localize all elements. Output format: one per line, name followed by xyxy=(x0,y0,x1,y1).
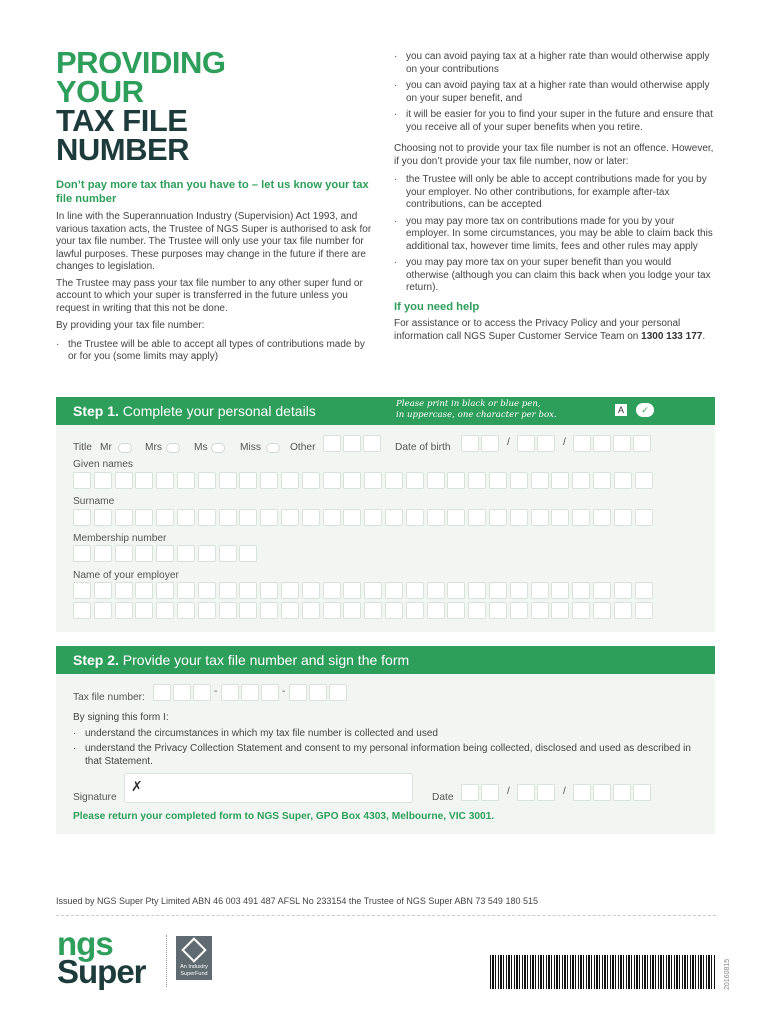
employer-char-box[interactable] xyxy=(156,582,174,599)
surname-char-box[interactable] xyxy=(489,509,507,526)
surname-char-box[interactable] xyxy=(447,509,465,526)
employer-char-box[interactable] xyxy=(364,582,382,599)
surname-char-box[interactable] xyxy=(198,509,216,526)
help-heading: If you need help xyxy=(394,300,480,313)
surname-char-box[interactable] xyxy=(115,509,133,526)
given-name-char-box[interactable] xyxy=(406,472,424,489)
dob-day-box[interactable] xyxy=(461,435,479,452)
ngs-logo xyxy=(57,925,146,990)
employer-char-box[interactable] xyxy=(281,602,299,619)
tfn-box[interactable] xyxy=(261,684,279,701)
logo-bottom: Super xyxy=(57,953,146,990)
given-name-char-box[interactable] xyxy=(531,472,549,489)
intro-para-1: In line with the Superannuation Industry (Supervision) Act 1993, and various taxation acts, the Trustee of NGS Super is authorised to ask for your tax file number. The Trustee will only use your tax file number for lawful purposes. These purposes may change in the future if there are changes to legislation. xyxy=(56,211,372,272)
surname-char-box[interactable] xyxy=(572,509,590,526)
tfn-label: Tax file number: xyxy=(73,692,145,703)
surname-char-box[interactable] xyxy=(323,509,341,526)
employer-char-box[interactable] xyxy=(177,582,195,599)
surname-char-box[interactable] xyxy=(94,509,112,526)
print-instructions xyxy=(396,399,557,421)
signing-declaration xyxy=(73,712,693,772)
tfn-box[interactable] xyxy=(173,684,191,701)
other-title-box[interactable] xyxy=(363,435,381,452)
given-name-char-box[interactable] xyxy=(510,472,528,489)
other-title-box[interactable] xyxy=(343,435,361,452)
employer-char-box[interactable] xyxy=(385,602,403,619)
employer-char-box[interactable] xyxy=(73,602,91,619)
intro-bullet: · the Trustee will be able to accept all types of contributions made by or for you (some limits may apply) xyxy=(56,339,376,364)
employer-char-box[interactable] xyxy=(302,602,320,619)
help-text xyxy=(394,318,716,343)
tfn-dash: - xyxy=(282,686,286,697)
industry-fund-badge xyxy=(176,936,212,980)
given-name-char-box[interactable] xyxy=(302,472,320,489)
given-name-char-box[interactable] xyxy=(364,472,382,489)
membership-char-box[interactable] xyxy=(135,545,153,562)
dob-slash: / xyxy=(507,437,510,448)
employer-char-box[interactable] xyxy=(73,582,91,599)
tfn-box[interactable] xyxy=(193,684,211,701)
employer-char-box[interactable] xyxy=(572,582,590,599)
intro-text xyxy=(56,211,376,368)
print-note-2: in uppercase, one character per box. xyxy=(396,410,557,420)
step-1-header xyxy=(56,397,715,425)
employer-char-box[interactable] xyxy=(239,602,257,619)
employer-char-box[interactable] xyxy=(239,582,257,599)
dob-month-box[interactable] xyxy=(537,435,555,452)
signing-intro: By signing this form I: xyxy=(73,712,169,723)
signing-bullet: · understand the circumstances in which my tax file number is collected and used xyxy=(73,728,693,741)
given-name-char-box[interactable] xyxy=(343,472,361,489)
surname-label: Surname xyxy=(73,496,115,507)
given-name-char-box[interactable] xyxy=(156,472,174,489)
membership-char-box[interactable] xyxy=(239,545,257,562)
given-name-char-box[interactable] xyxy=(94,472,112,489)
employer-char-box[interactable] xyxy=(343,582,361,599)
employer-char-box[interactable] xyxy=(551,602,569,619)
membership-char-box[interactable] xyxy=(156,545,174,562)
step-1-number: Step 1. xyxy=(73,403,119,419)
surname-char-box[interactable] xyxy=(177,509,195,526)
date-slash: / xyxy=(507,786,510,797)
title-ms-radio[interactable] xyxy=(211,443,225,453)
title-line-3: TAX FILE xyxy=(56,103,188,138)
surname-char-box[interactable] xyxy=(614,509,632,526)
membership-label: Membership number xyxy=(73,533,167,544)
employer-char-box[interactable] xyxy=(468,582,486,599)
given-name-char-box[interactable] xyxy=(427,472,445,489)
help-body: For assistance or to access the Privacy Policy and your personal information call NGS Super Customer Service Team on xyxy=(394,318,681,342)
title-mr-radio[interactable] xyxy=(118,443,132,453)
tfn-box[interactable] xyxy=(329,684,347,701)
employer-char-box[interactable] xyxy=(343,602,361,619)
surname-char-box[interactable] xyxy=(135,509,153,526)
given-name-char-box[interactable] xyxy=(323,472,341,489)
employer-char-box[interactable] xyxy=(510,582,528,599)
employer-char-box[interactable] xyxy=(323,602,341,619)
divider xyxy=(56,915,716,916)
intro-para-3: By providing your tax file number: xyxy=(56,320,205,331)
employer-char-box[interactable] xyxy=(302,582,320,599)
help-phone: 1300 133 177 xyxy=(641,330,703,342)
given-name-char-box[interactable] xyxy=(572,472,590,489)
given-name-char-box[interactable] xyxy=(614,472,632,489)
employer-char-box[interactable] xyxy=(323,582,341,599)
date-year-box[interactable] xyxy=(613,784,631,801)
surname-char-box[interactable] xyxy=(219,509,237,526)
employer-char-box[interactable] xyxy=(635,582,653,599)
date-year-box[interactable] xyxy=(573,784,591,801)
employer-char-box[interactable] xyxy=(260,582,278,599)
given-name-char-box[interactable] xyxy=(260,472,278,489)
benefit-bullet: · you can avoid paying tax at a higher rate than would otherwise apply on your contributions xyxy=(394,51,716,76)
employer-char-box[interactable] xyxy=(489,582,507,599)
surname-char-box[interactable] xyxy=(239,509,257,526)
title-line-4: NUMBER xyxy=(56,132,190,167)
employer-char-box[interactable] xyxy=(593,602,611,619)
employer-char-box[interactable] xyxy=(551,582,569,599)
logo-divider xyxy=(166,935,167,987)
issuer-statement: Issued by NGS Super Pty Limited ABN 46 003 491 487 AFSL No 233154 the Trustee of NGS Super ABN 73 549 180 515 xyxy=(56,896,538,906)
given-name-char-box[interactable] xyxy=(281,472,299,489)
membership-char-box[interactable] xyxy=(219,545,237,562)
surname-char-box[interactable] xyxy=(302,509,320,526)
given-name-char-box[interactable] xyxy=(447,472,465,489)
date-day-box[interactable] xyxy=(461,784,479,801)
employer-char-box[interactable] xyxy=(281,582,299,599)
tfn-box[interactable] xyxy=(241,684,259,701)
given-name-char-box[interactable] xyxy=(489,472,507,489)
date-label: Date xyxy=(432,792,454,803)
title-option-mr: Mr xyxy=(100,442,112,453)
surname-char-box[interactable] xyxy=(427,509,445,526)
other-title-box[interactable] xyxy=(323,435,341,452)
tfn-dash: - xyxy=(214,686,218,697)
print-note-1: Please print in black or blue pen, xyxy=(396,399,541,409)
employer-char-box[interactable] xyxy=(219,582,237,599)
choice-para: Choosing not to provide your tax file number is not an offence. However, if you don’t provide your tax file number, now or later: xyxy=(394,143,714,167)
given-name-char-box[interactable] xyxy=(177,472,195,489)
intro-heading: Don’t pay more tax than you have to – let us know your tax file number xyxy=(56,179,369,205)
given-name-char-box[interactable] xyxy=(593,472,611,489)
surname-char-box[interactable] xyxy=(156,509,174,526)
date-day-box[interactable] xyxy=(481,784,499,801)
surname-char-box[interactable] xyxy=(385,509,403,526)
title-line-2: YOUR xyxy=(56,74,144,109)
employer-char-box[interactable] xyxy=(115,602,133,619)
employer-char-box[interactable] xyxy=(385,582,403,599)
title-option-other: Other xyxy=(290,442,316,453)
intro-para-2: The Trustee may pass your tax file number to any other super fund or account to which your super is transferred in the future unless you request in writing that this not be done. xyxy=(56,277,363,314)
surname-char-box[interactable] xyxy=(593,509,611,526)
employer-char-box[interactable] xyxy=(510,602,528,619)
date-month-box[interactable] xyxy=(517,784,535,801)
membership-char-box[interactable] xyxy=(73,545,91,562)
badge-diamond-icon xyxy=(181,937,206,962)
employer-char-box[interactable] xyxy=(489,602,507,619)
employer-char-box[interactable] xyxy=(135,602,153,619)
employer-label: Name of your employer xyxy=(73,570,179,581)
employer-char-box[interactable] xyxy=(427,602,445,619)
employer-char-box[interactable] xyxy=(177,602,195,619)
title-line-1: PROVIDING xyxy=(56,45,226,80)
example-letter-box: A xyxy=(615,404,627,416)
employer-char-box[interactable] xyxy=(468,602,486,619)
dob-day-box[interactable] xyxy=(481,435,499,452)
date-year-box[interactable] xyxy=(633,784,651,801)
barcode xyxy=(490,955,716,989)
given-names-label: Given names xyxy=(73,459,134,470)
employer-char-box[interactable] xyxy=(614,582,632,599)
given-name-char-box[interactable] xyxy=(385,472,403,489)
employer-char-box[interactable] xyxy=(531,582,549,599)
employer-char-box[interactable] xyxy=(364,602,382,619)
employer-char-box[interactable] xyxy=(572,602,590,619)
signature-field[interactable] xyxy=(124,773,413,803)
given-name-char-box[interactable] xyxy=(468,472,486,489)
employer-char-box[interactable] xyxy=(614,602,632,619)
surname-char-box[interactable] xyxy=(531,509,549,526)
employer-char-box[interactable] xyxy=(115,582,133,599)
step-2-section xyxy=(56,646,715,834)
return-instructions: Please return your completed form to NGS Super, GPO Box 4303, Melbourne, VIC 3001. xyxy=(73,811,495,822)
given-name-char-box[interactable] xyxy=(635,472,653,489)
dob-slash: / xyxy=(563,437,566,448)
employer-char-box[interactable] xyxy=(94,582,112,599)
dob-year-box[interactable] xyxy=(613,435,631,452)
tfn-box[interactable] xyxy=(309,684,327,701)
signing-bullet: · understand the Privacy Collection Statement and consent to my personal information being collected, disclosed and used as described in that Statement. xyxy=(73,743,693,768)
membership-char-box[interactable] xyxy=(115,545,133,562)
dob-year-box[interactable] xyxy=(573,435,591,452)
date-year-box[interactable] xyxy=(593,784,611,801)
date-slash: / xyxy=(563,786,566,797)
employer-char-box[interactable] xyxy=(406,602,424,619)
title-mrs-radio[interactable] xyxy=(166,443,180,453)
title-option-miss: Miss xyxy=(240,442,261,453)
employer-char-box[interactable] xyxy=(156,602,174,619)
consequence-bullet: · the Trustee will only be able to accept contributions made for you by your employer. No other contributions, for example after-tax contributions, can be accepted xyxy=(394,174,716,212)
employer-char-box[interactable] xyxy=(219,602,237,619)
employer-char-box[interactable] xyxy=(198,602,216,619)
surname-char-box[interactable] xyxy=(73,509,91,526)
surname-char-box[interactable] xyxy=(468,509,486,526)
surname-char-box[interactable] xyxy=(551,509,569,526)
dob-label: Date of birth xyxy=(395,442,451,453)
right-column xyxy=(394,51,716,343)
help-end: . xyxy=(702,330,706,342)
employer-char-box[interactable] xyxy=(593,582,611,599)
step-1-title: Complete your personal details xyxy=(122,403,316,419)
signature-label: Signature xyxy=(73,792,117,803)
badge-line-2: SuperFund xyxy=(180,970,208,977)
step-2-number: Step 2. xyxy=(73,652,119,668)
badge-line-1: An Industry xyxy=(180,964,208,970)
example-tick-icon: ✓ xyxy=(636,403,654,417)
dob-month-box[interactable] xyxy=(517,435,535,452)
employer-char-box[interactable] xyxy=(198,582,216,599)
page-title xyxy=(56,45,226,167)
surname-char-box[interactable] xyxy=(510,509,528,526)
surname-char-box[interactable] xyxy=(364,509,382,526)
membership-char-box[interactable] xyxy=(94,545,112,562)
date-month-box[interactable] xyxy=(537,784,555,801)
benefit-bullet: · you can avoid paying tax at a higher rate than would otherwise apply on your super benefit, and xyxy=(394,80,716,105)
dob-year-box[interactable] xyxy=(633,435,651,452)
surname-char-box[interactable] xyxy=(406,509,424,526)
tfn-box[interactable] xyxy=(289,684,307,701)
tfn-box[interactable] xyxy=(153,684,171,701)
given-name-char-box[interactable] xyxy=(198,472,216,489)
title-label: Title xyxy=(73,442,92,453)
consequence-bullet: · you may pay more tax on contributions made for you by your employer. In some circumstances, you may be able to claim back this additional tax, however time limits, fees and other rules may apply xyxy=(394,216,716,254)
dob-year-box[interactable] xyxy=(593,435,611,452)
employer-char-box[interactable] xyxy=(635,602,653,619)
membership-char-box[interactable] xyxy=(177,545,195,562)
title-miss-radio[interactable] xyxy=(266,443,280,453)
surname-char-box[interactable] xyxy=(281,509,299,526)
tfn-box[interactable] xyxy=(221,684,239,701)
benefit-bullet: · it will be easier for you to find your super in the future and ensure that you receive all of your super benefits when you retire. xyxy=(394,109,716,134)
consequence-bullet: · you may pay more tax on your super benefit than you would otherwise (although you can claim this back when you lodge your tax return). xyxy=(394,257,716,295)
title-option-ms: Ms xyxy=(194,442,208,453)
surname-char-box[interactable] xyxy=(635,509,653,526)
step-2-header xyxy=(56,646,715,674)
employer-char-box[interactable] xyxy=(531,602,549,619)
step-2-title: Provide your tax file number and sign the form xyxy=(122,652,410,668)
form-code: 20160815 xyxy=(724,958,731,990)
given-name-char-box[interactable] xyxy=(219,472,237,489)
title-option-mrs: Mrs xyxy=(145,442,162,453)
given-name-char-box[interactable] xyxy=(551,472,569,489)
given-name-char-box[interactable] xyxy=(73,472,91,489)
signature-mark-icon: ✗ xyxy=(131,778,143,794)
given-name-char-box[interactable] xyxy=(239,472,257,489)
employer-char-box[interactable] xyxy=(447,602,465,619)
employer-char-box[interactable] xyxy=(427,582,445,599)
employer-char-box[interactable] xyxy=(260,602,278,619)
logo-top: ngs xyxy=(57,925,113,962)
employer-char-box[interactable] xyxy=(406,582,424,599)
membership-char-box[interactable] xyxy=(198,545,216,562)
employer-char-box[interactable] xyxy=(94,602,112,619)
step-1-section xyxy=(56,397,715,632)
given-name-char-box[interactable] xyxy=(135,472,153,489)
employer-char-box[interactable] xyxy=(135,582,153,599)
surname-char-box[interactable] xyxy=(260,509,278,526)
given-name-char-box[interactable] xyxy=(115,472,133,489)
surname-char-box[interactable] xyxy=(343,509,361,526)
employer-char-box[interactable] xyxy=(447,582,465,599)
